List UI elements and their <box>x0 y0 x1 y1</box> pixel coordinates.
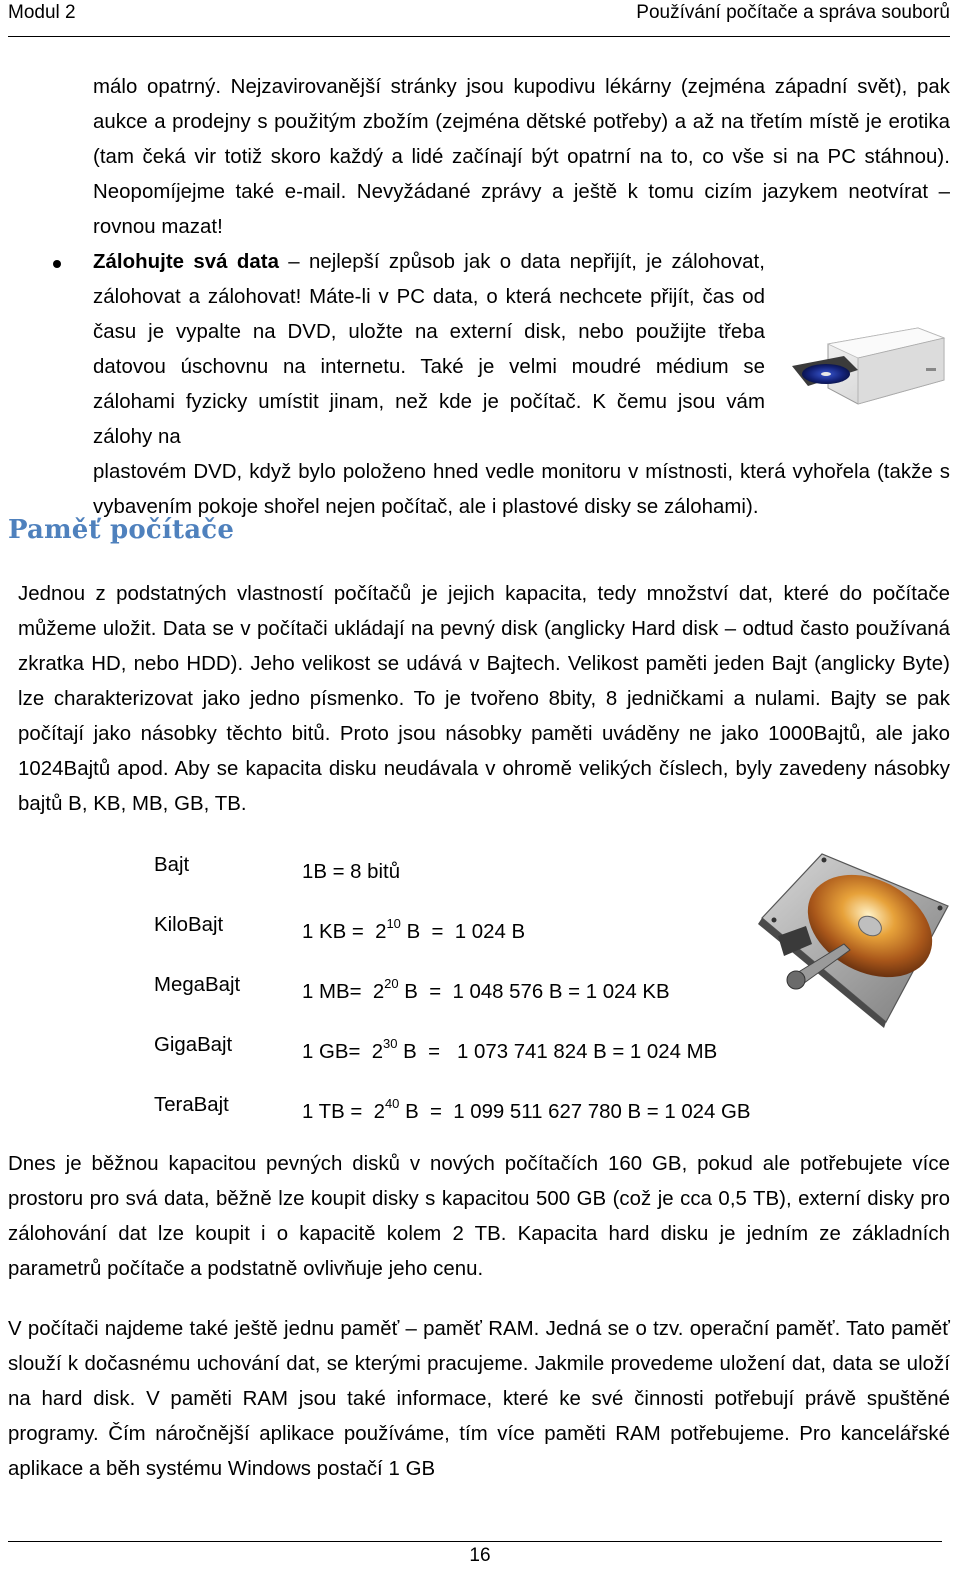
header-module: Modul 2 <box>8 2 76 23</box>
intro-text: málo opatrný. Nejzavirovanější stránky jsou kupodivu lékárny (zejména západní svět), pak aukce a prodejny s použitým zbožím (zejména dětské potřeby) a až na třetím místě je erotika (tam čeká vir totiž skoro každý a lidé začínají být opatrní na to, co vše si na PC stáhnou). Neopomíjejme také e-mail. Nevyžádané zprávy a ještě k tomu cizím jazykem neotvírat – rovnou mazat! <box>93 76 950 238</box>
bullet-tail: plastovém DVD, když bylo položeno hned vedle monitoru v místnosti, která vyhořela (takže s vybavením pokoje shořel nejen počítač, ale i plastové disky se zálohami). <box>93 461 950 518</box>
footer-rule <box>8 1541 942 1542</box>
hard-disk-image <box>752 848 952 1028</box>
page-header <box>8 0 950 38</box>
header-rule <box>8 36 950 37</box>
unit-name: KiloBajt <box>154 914 224 936</box>
ram-paragraph <box>8 1312 950 1487</box>
unit-equation: 1 $MB= 2^{20}$ B = 1 048 576 B = 1 024 KB <box>302 976 670 1003</box>
dvd-drive-image <box>788 322 948 412</box>
disk-capacity-paragraph <box>8 1147 950 1287</box>
unit-equation: 1 TB = $2^{40}$ B = 1 099 511 627 780 B = 1 024 GB <box>302 1096 751 1123</box>
ram-text: V počítači najdeme také ještě jednu paměť – paměť RAM. Jedná se o tzv. operační paměť. Tato paměť slouží k dočasnému uchování dat, se kterými pracujeme. Jakmile provedeme uložení dat, data se uloží na hard disk. V paměti RAM jsou také informace, které ke své činnosti potřebují právě spuštěné programy. Čím náročnější aplikace používáme, tím více paměti RAM potřebujeme. Pro kancelářské aplikace a běh systému Windows postačí 1 GB <box>8 1318 950 1480</box>
disk-capacity-text: Dnes je běžnou kapacitou pevných disků v nových počítačích 160 GB, pokud ale potřebujete více prostoru pro svá data, běžně lze koupit disky s kapacitou 500 GB (což je cca 0,5 TB), externí disky pro zálohování dat lze koupit i o kapacitě kolem 2 TB. Kapacita hard disku je jedním ze základních parametrů počítače a podstatně ovlivňuje jeho cenu. <box>8 1153 950 1280</box>
section-heading-memory: Paměť počítače <box>8 515 235 545</box>
bullet-text-wrap <box>93 245 765 455</box>
unit-equation: 1 $GB= 2^{30}$ B = 1 073 741 824 B = 1 024 MB <box>302 1036 718 1063</box>
unit-equation: 1B = 8 bitů <box>302 860 401 883</box>
header-title: Používání počítače a správa souborů <box>636 2 950 23</box>
unit-name: GigaBajt <box>154 1034 233 1056</box>
intro-paragraph <box>93 70 950 245</box>
page-number: 16 <box>469 1545 491 1566</box>
unit-name: TeraBajt <box>154 1094 229 1116</box>
capacity-paragraph <box>18 577 950 822</box>
bullet-text <box>93 245 765 455</box>
unit-name: Bajt <box>154 854 190 876</box>
unit-name: MegaBajt <box>154 974 241 996</box>
capacity-text: Jednou z podstatných vlastností počítačů je jejich kapacita, tedy množství dat, které do počítače můžeme uložit. Data se v počítači ukládají na pevný disk (anglicky Hard disk – odtud často používaná zkratka HD, nebo HDD). Jeho velikost se udává v Bajtech. Velikost paměti jeden Bajt (anglicky Byte) lze charakterizovat jako jedno písmenko. To je tvořeno 8bity, 8 jedničkami a nulami. Bajty se pak počítají jako násobky těchto bitů. Proto jsou násobky paměti uváděny ne jako 1000Bajtů, ale jako 1024Bajtů apod. Aby se kapacita disku neudávala v ohromě velikých číslech, byly zavedeny násobky bajtů B, KB, MB, GB, TB. <box>18 583 950 815</box>
unit-equation: 1 KB = $2^{10}$ B = 1 024 B <box>302 916 526 943</box>
bullet-rest: – nejlepší způsob jak o data nepřijít, je zálohovat, zálohovat a zálohovat! Máte-li v PC data, o která nechcete přijít, čas od času je vypalte na DVD, uložte na externí disk, nebo použijte třeba datovou úschovnu na internetu. Také je velmi moudré médium se zálohami fyzicky umístit jinam, než kde je počítač. K čemu jsou vám zálohy na <box>93 251 765 448</box>
bullet-icon <box>53 260 61 268</box>
bullet-bold: Zálohujte svá data <box>93 251 279 273</box>
